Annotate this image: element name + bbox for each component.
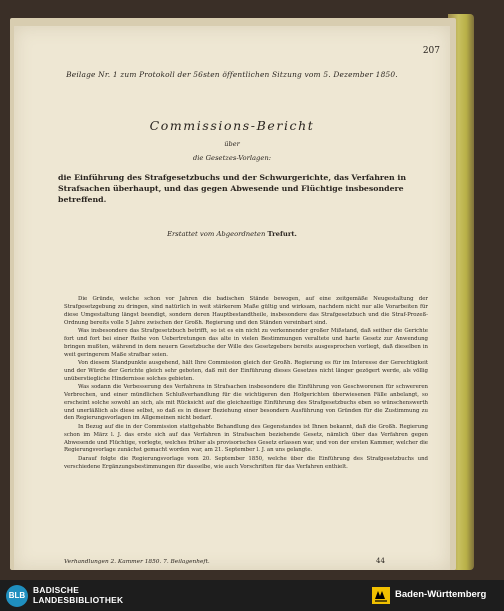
- blb-name-line1: BADISCHE: [33, 585, 80, 595]
- report-body: [64, 296, 428, 472]
- attachment-line: Beilage Nr. 1 zum Protokoll der 56sten öffentlichen Sitzung vom 5. Dezember 1850.: [66, 70, 398, 79]
- page-number: 207: [422, 46, 440, 56]
- book-page: [14, 26, 450, 570]
- paragraph: Was insbesondere das Strafgesetzbuch betrifft, so ist es ein nicht zu verkennender großer Mißstand, daß seither die Gerichte fort und fort bei einer Reihe von Uebertretungen das alte in vielen Bestimmungen veraltete und harte Gesetz zur Anwendung bringen mußten, während in dem neuern Gesetzbuche der Wille des Gesetzgebers bereits ausgesprochen vorliegt, daß dieselben in weit geringerem Maße strafbar seien.: [64, 327, 428, 358]
- baden-wuerttemberg-label[interactable]: Baden-Württemberg: [395, 589, 487, 600]
- reporter-name: Trefurt.: [267, 230, 297, 238]
- reporter-prefix: Erstattet vom Abgeordneten: [167, 230, 266, 238]
- paragraph: Die Gründe, welche schon vor Jahren die badischen Stände bewogen, auf eine zeitgemäße Neugestaltung der Strafgesetzgebung zu dringen, sind natürlich in weit stärkerem Maße gültig und wirksam, nachdem nicht nur alle Vorarbeiten für diese Umgestaltung längst beendigt, sondern deren Hauptbestandtheile, insbesondere das Strafgesetzbuch und die Straf-Prozeß-Ordnung bereits volle 5 Jahre zwischen der Großh. Regierung und den Ständen vereinbart sind.: [64, 296, 428, 326]
- blb-name-line2: LANDESBIBLIOTHEK: [33, 595, 124, 605]
- bills-line: die Gesetzes-Vorlagen:: [192, 154, 272, 162]
- paragraph: Darauf folgte die Regierungsvorlage vom 20. September 1850, welche über die Einführung des Strafgesetzbuchs und verschiedene Ergänzungsbestimmungen für dasselbe, wie auch Vorschriften für das Verfahren enthielt.: [64, 455, 428, 470]
- reporter-line: [14, 230, 450, 238]
- report-title: Commissions-Bericht: [149, 118, 315, 133]
- paragraph: Von diesem Standpunkte ausgehend, hält Ihre Commission gleich der Großh. Regierung es für im Interesse der Gerechtigkeit und der Würde der Gerichte gleich sehr geboten, daß mit der Einführung dieses Gesetzes nicht länger gezögert werde, als völlig unüberstiegliche Hindernisse solches gebieten.: [64, 359, 428, 382]
- library-banner: [0, 580, 504, 611]
- blb-logo-icon[interactable]: BLB: [6, 585, 28, 607]
- report-subject: die Einführung des Strafgesetzbuchs und der Schwurgerichte, das Verfahren in Strafsachen überhaupt, und das gegen Abwesende und Flüchtige insbesondere betreffend.: [58, 173, 406, 205]
- lions-coat-of-arms-icon: [372, 587, 390, 604]
- footer-source: Verhandlungen 2. Kammer 1850. 7. Beilagenheft.: [64, 559, 210, 565]
- footer-sheet-number: 44: [376, 557, 385, 565]
- paragraph: Was sodann die Verbesserung des Verfahrens in Strafsachen insbesondere die Einführung von Geschworenen für schwereren Verbrechen, und einer mündlichen Schlußverhandlung für die wichtigeren den Hofgerichten überwiesenen Fälle anbelangt, so erscheint solche sowohl an sich, als mit Rücksicht auf die gleichzeitige Einführung des Strafgesetzbuchs eben so wünschenswerth und unerläßlich als diese selbst, so daß es in dieser Beziehung einer besondern Ausführung von Gründen für die Zustimmung zu den Regierungsvorlagen im Allgemeinen nicht bedarf.: [64, 383, 428, 422]
- blb-name[interactable]: [33, 585, 123, 605]
- paragraph: In Bezug auf die in der Commission stattgehabte Behandlung des Gegenstandes ist Ihnen bekannt, daß die Großh. Regierung schon im März l. J. das erste sich auf das Verfahren in Strafsachen beziehende Gesetz, nämlich über das Verfahren gegen Abwesende und Flüchtige, vorlegte, welches früher als provisorisches Gesetz erlassen war, und von der ersten Kammer, welcher die Regierungsvorlage zunächst gemacht worden war, am 21. September l. J. an uns gelangte.: [64, 423, 428, 454]
- over-word: über: [224, 140, 240, 148]
